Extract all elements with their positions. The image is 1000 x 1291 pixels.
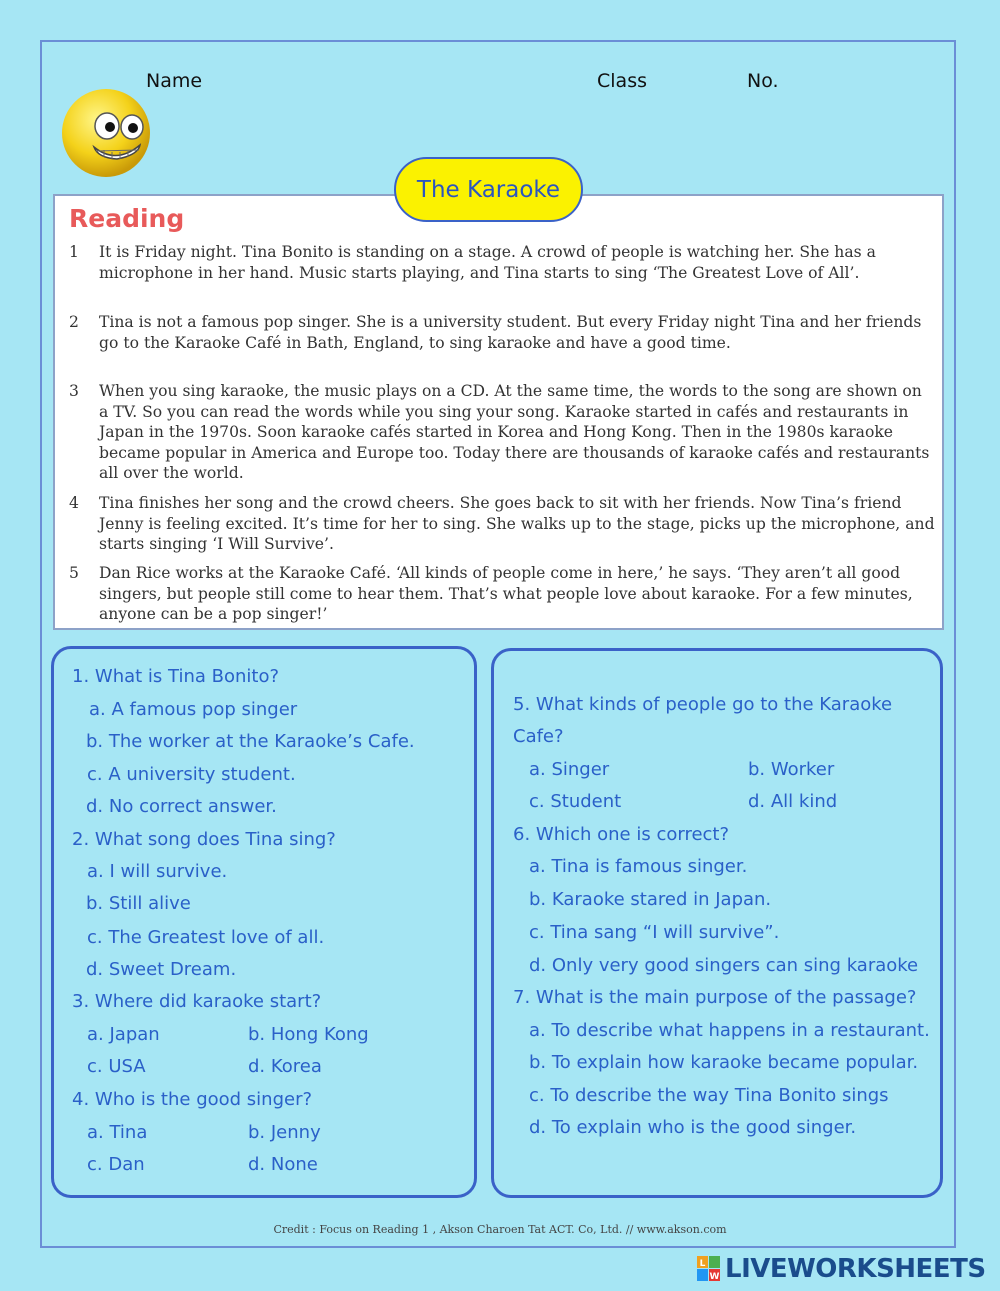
liveworksheets-badge-icon	[697, 1256, 721, 1282]
q2-option-b[interactable]: b. Still alive	[86, 893, 191, 914]
q1-option-a[interactable]: a. A famous pop singer	[89, 699, 298, 720]
class-label: Class	[597, 70, 647, 92]
question-5-continued: Cafe?	[513, 726, 564, 747]
q2-option-c[interactable]: c. The Greatest love of all.	[87, 927, 325, 948]
paragraph-number: 5	[69, 564, 79, 582]
paragraph-number: 2	[69, 313, 79, 331]
q6-option-a[interactable]: a. Tina is famous singer.	[529, 856, 748, 877]
name-label: Name	[146, 70, 203, 92]
q1-option-c[interactable]: c. A university student.	[87, 764, 296, 785]
q5-option-d[interactable]: d. All kind	[748, 791, 838, 812]
q7-option-d[interactable]: d. To explain who is the good singer.	[529, 1117, 857, 1138]
q6-option-c[interactable]: c. Tina sang “I will survive”.	[529, 922, 780, 943]
badge-letter: W	[709, 1272, 720, 1282]
reading-heading: Reading	[69, 204, 185, 233]
q7-option-c[interactable]: c. To describe the way Tina Bonito sings	[529, 1085, 889, 1106]
smiley-face-icon	[60, 87, 152, 179]
q4-option-a[interactable]: a. Tina	[87, 1122, 148, 1143]
q7-option-a[interactable]: a. To describe what happens in a restaurant.	[529, 1020, 930, 1041]
q6-option-b[interactable]: b. Karaoke stared in Japan.	[529, 889, 772, 910]
paragraph-text: When you sing karaoke, the music plays on a CD. At the same time, the words to the song are shown on a TV. So you can read the words while you sing your song. Karaoke started in cafés and restaurants in Japan in the 1970s. Soon karaoke cafés started in Korea and Hong Kong. Then in the 1980s karaoke became popular in America and Europe too. Today there are thousands of karaoke cafés and restaurants all over the world.	[99, 382, 930, 482]
q5-option-a[interactable]: a. Singer	[529, 759, 610, 780]
paragraph-text: It is Friday night. Tina Bonito is standing on a stage. A crowd of people is watching her. She has a microphone in her hand. Music starts playing, and Tina starts to sing ‘The Greatest Love of All’.	[99, 243, 876, 282]
q1-option-b[interactable]: b. The worker at the Karaoke’s Cafe.	[86, 731, 415, 752]
paragraph-text: Tina finishes her song and the crowd cheers. She goes back to sit with her friends. Now Tina’s friend Jenny is feeling excited. It’s time for her to sing. She walks up to the stage, picks up the microphone, and starts singing ‘I Will Survive’.	[99, 494, 935, 553]
q3-option-b[interactable]: b. Hong Kong	[248, 1024, 369, 1045]
question-3: 3. Where did karaoke start?	[72, 991, 322, 1012]
q2-option-a[interactable]: a. I will survive.	[87, 861, 228, 882]
q3-option-d[interactable]: d. Korea	[248, 1056, 322, 1077]
q4-option-d[interactable]: d. None	[248, 1154, 318, 1175]
q5-option-c[interactable]: c. Student	[529, 791, 622, 812]
q7-option-b[interactable]: b. To explain how karaoke became popular.	[529, 1052, 919, 1073]
question-1: 1. What is Tina Bonito?	[72, 666, 280, 687]
paragraph-text: Tina is not a famous pop singer. She is a university student. But every Friday night Tina and her friends go to the Karaoke Café in Bath, England, to sing karaoke and have a good time.	[99, 313, 922, 352]
q6-option-d[interactable]: d. Only very good singers can sing karaoke	[529, 955, 919, 976]
paragraph-text: Dan Rice works at the Karaoke Café. ‘All kinds of people come in here,’ he says. ‘They aren’t all good singers, but people still come to hear them. That’s what people love about karaoke. For a few minutes, anyone can be a pop singer!’	[99, 564, 913, 623]
question-5: 5. What kinds of people go to the Karaoke	[513, 694, 893, 715]
q4-option-b[interactable]: b. Jenny	[248, 1122, 321, 1143]
question-2: 2. What song does Tina sing?	[72, 829, 336, 850]
paragraph-number: 4	[69, 494, 79, 512]
no-label: No.	[747, 70, 779, 92]
q4-option-c[interactable]: c. Dan	[87, 1154, 145, 1175]
reading-passage	[53, 194, 944, 630]
badge-letter: L	[699, 1259, 706, 1269]
worksheet-title: The Karaoke	[394, 157, 583, 222]
liveworksheets-text: LIVEWORKSHEETS	[725, 1254, 986, 1284]
q1-option-d[interactable]: d. No correct answer.	[86, 796, 277, 817]
credit-line: Credit : Focus on Reading 1 , Akson Charoen Tat ACT. Co, Ltd. // www.akson.com	[273, 1223, 727, 1236]
q5-option-b[interactable]: b. Worker	[748, 759, 835, 780]
question-7: 7. What is the main purpose of the passage?	[513, 987, 917, 1008]
question-4: 4. Who is the good singer?	[72, 1089, 313, 1110]
q3-option-c[interactable]: c. USA	[87, 1056, 146, 1077]
questions-panel-left	[51, 646, 477, 1198]
liveworksheets-logo[interactable]	[697, 1254, 986, 1284]
q3-option-a[interactable]: a. Japan	[87, 1024, 160, 1045]
question-6: 6. Which one is correct?	[513, 824, 730, 845]
q2-option-d[interactable]: d. Sweet Dream.	[86, 959, 237, 980]
paragraph-number: 3	[69, 382, 79, 400]
paragraph-number: 1	[69, 243, 79, 261]
